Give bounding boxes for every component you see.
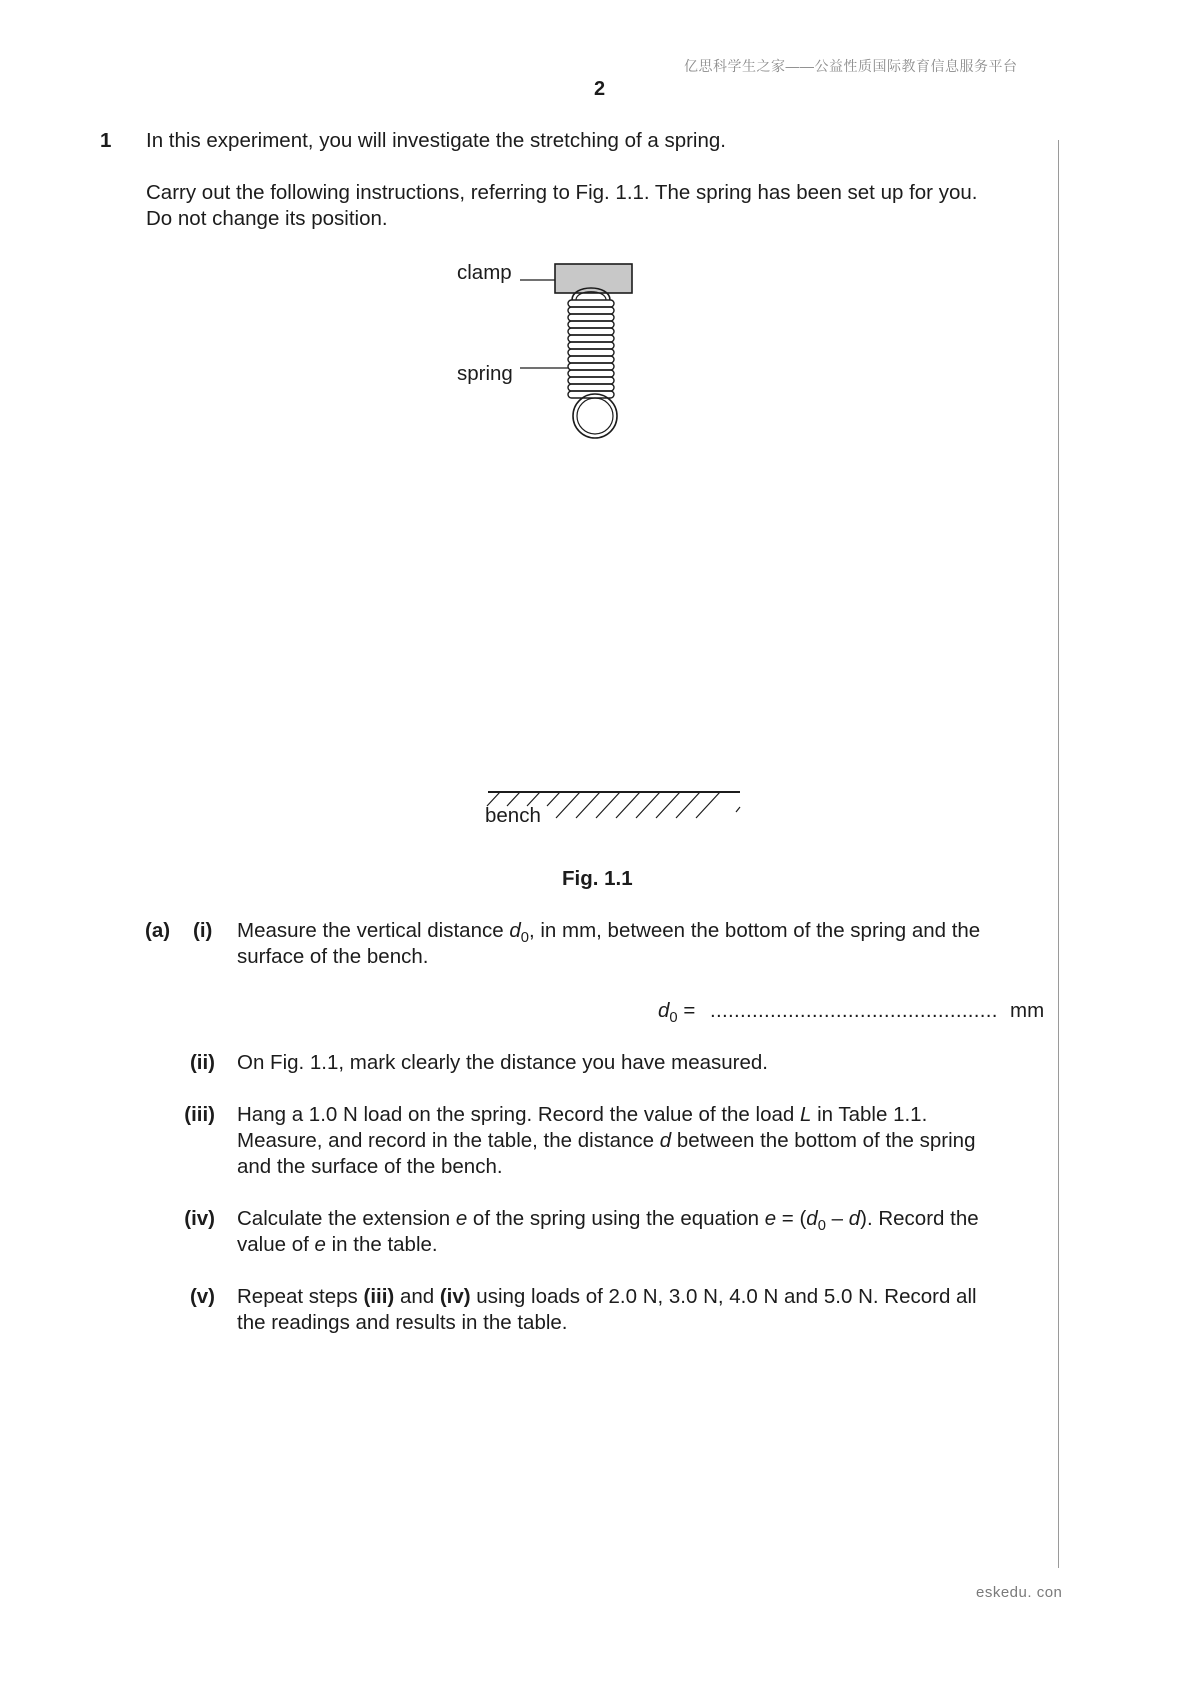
page-number: 2 [594,78,606,100]
part-iii-line1-b: in Table 1.1. [811,1103,928,1126]
part-iii-line-1 [237,1102,1047,1128]
part-i-text-1: Measure the vertical distance [237,919,510,942]
instruction-line-2: Do not change its position. [146,207,388,230]
part-iv-var-d0: d [806,1207,818,1230]
part-iv-line1-b: of the spring using the equation [467,1207,765,1230]
figure-caption: Fig. 1.1 [562,867,633,890]
part-iv-line-1 [237,1206,1047,1235]
part-iv-line1-d: – [825,1207,849,1230]
part-i-label: (i) [193,919,213,942]
part-iv-line2-a: value of [237,1233,315,1256]
part-iv-line1-c: = ( [776,1207,807,1230]
part-v-line1-a: Repeat steps [237,1285,364,1308]
part-iii-label: (iii) [184,1103,215,1126]
question-intro: In this experiment, you will investigate the stretching of a spring. [146,129,726,152]
question-number: 1 [100,129,112,152]
part-iii-line1-a: Hang a 1.0 N load on the spring. Record the value of the load [237,1103,800,1126]
clamp-label: clamp [457,261,512,284]
spring-bottom-loop [573,394,617,438]
part-iii-line1-var: L [799,1103,812,1126]
part-iii-line-2 [237,1128,1047,1154]
part-v-label: (v) [189,1285,215,1308]
answer-eq: = [677,999,696,1022]
part-iv-line2-b: in the table. [325,1233,438,1256]
bench-label: bench [485,804,541,827]
part-iii-line2-b: between the bottom of the spring [671,1129,976,1152]
part-v-line1-c: and [394,1285,440,1308]
part-i-line-2: surface of the bench. [237,945,429,968]
spring-coils [568,300,614,398]
part-iv-sub: 0 [817,1218,826,1235]
answer-blank[interactable]: ................................................ [710,999,998,1022]
part-v-ref-iii: (iii) [363,1285,395,1308]
part-iv-label: (iv) [184,1207,215,1230]
part-i-line-1 [237,918,1047,947]
part-i-sub: 0 [520,930,529,947]
part-i-var: d [509,919,521,942]
footer-site: eskedu. con [976,1584,1063,1601]
part-v-ref-iv: (iv) [439,1285,471,1308]
part-iv-line-2 [237,1232,438,1258]
part-iv-line2-var: e [314,1233,326,1256]
part-iii-line2-var: d [659,1129,672,1152]
part-v-line1-d: using loads of 2.0 N, 3.0 N, 4.0 N and 5.0 N. Record all [470,1285,977,1308]
answer-var: d [658,999,670,1022]
answer-unit: mm [1010,999,1045,1022]
part-iv-line1-e: ). Record the [860,1207,979,1230]
spring-label: spring [457,362,513,385]
part-iv-line1-a: Calculate the extension [237,1207,456,1230]
part-ii-text: On Fig. 1.1, mark clearly the distance you have measured. [237,1051,768,1074]
answer-line-d0 [658,998,696,1027]
part-v-line-1 [237,1284,1047,1310]
watermark-header: 亿思科学生之家——公益性质国际教育信息服务平台 [684,58,1018,74]
instruction-line-1: Carry out the following instructions, referring to Fig. 1.1. The spring has been set up for you. [146,181,978,204]
part-iii-line-3: and the surface of the bench. [237,1155,503,1178]
part-iii-line2-a: Measure, and record in the table, the distance [237,1129,660,1152]
part-a-label: (a) [145,919,171,942]
answer-sub: 0 [669,1010,678,1027]
part-v-line-2: the readings and results in the table. [237,1311,568,1334]
part-iv-var-e2: e [764,1207,777,1230]
part-iv-var-d: d [848,1207,861,1230]
part-iv-var-e: e [455,1207,468,1230]
part-ii-label: (ii) [189,1051,215,1074]
part-i-text-2: , in mm, between the bottom of the spring and the [528,919,981,942]
bench-hatching [487,792,740,818]
